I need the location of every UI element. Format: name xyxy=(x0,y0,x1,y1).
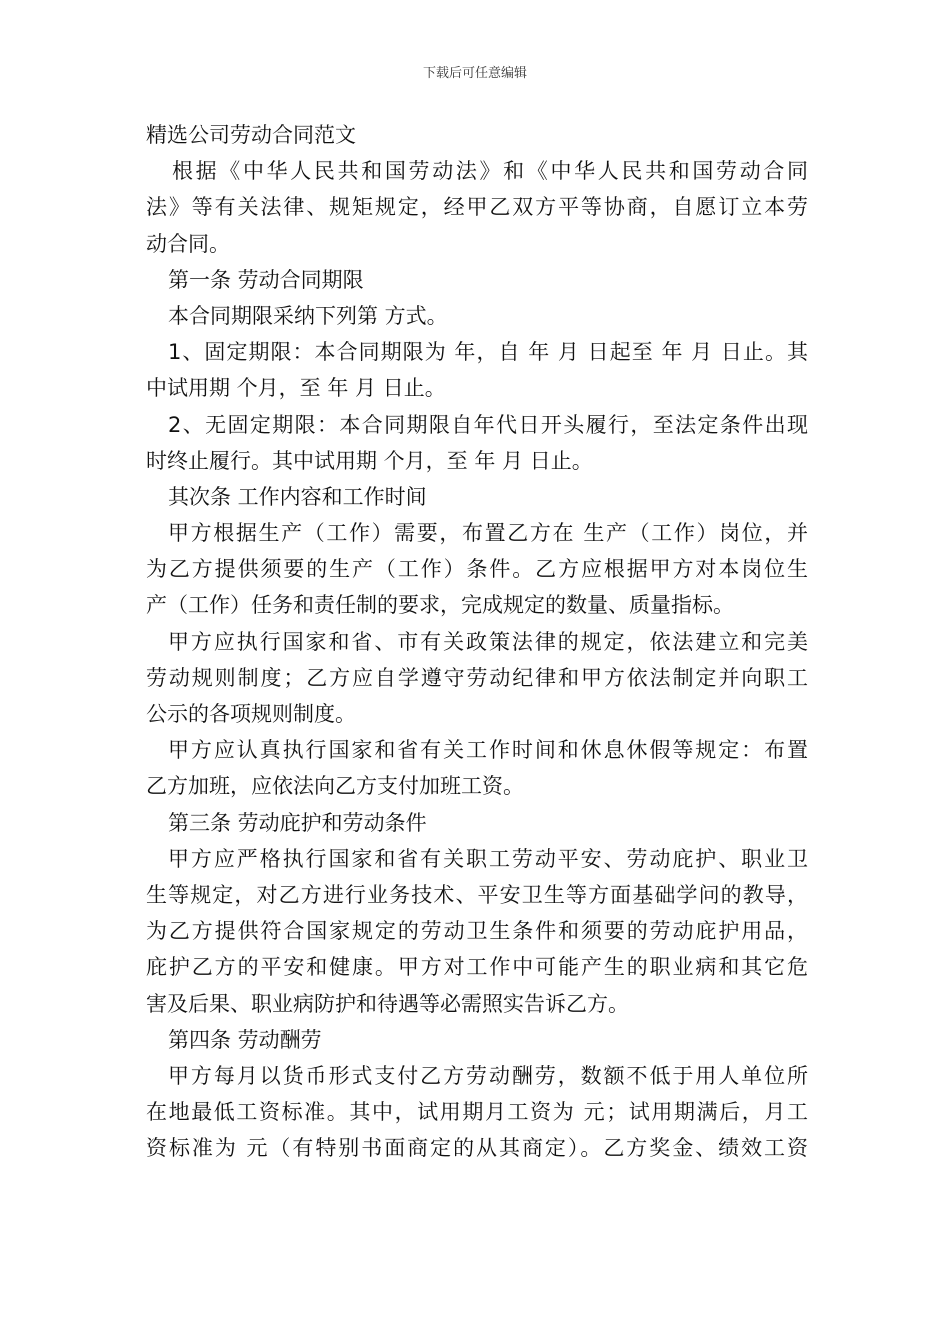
paragraph-line: 甲方应严格执行国家和省有关职工劳动平安、劳动庇护、职业卫 xyxy=(168,846,808,871)
page-header-note: 下载后可任意编辑 xyxy=(422,66,527,81)
paragraph-line: 害及后果、职业病防护和待遇等必需照实告诉乙方。 xyxy=(146,991,629,1016)
paragraph-line: 甲方应认真执行国家和省有关工作时间和休息休假等规定：布置 xyxy=(168,738,808,763)
paragraph-line: 甲方根据生产（工作）需要，布置乙方在 生产（工作）岗位，并 xyxy=(168,521,808,546)
paragraph-line: 1、固定期限：本合同期限为 年，自 年 月 日起至 年 月 日止。其 xyxy=(168,340,808,365)
paragraph-line: 为乙方提供符合国家规定的劳动卫生条件和须要的劳动庇护用品， xyxy=(146,919,808,944)
paragraph-line: 中试用期 个月，至 年 月 日止。 xyxy=(146,376,446,401)
paragraph-line: 根据《中华人民共和国劳动法》和《中华人民共和国劳动合同 xyxy=(172,159,808,184)
paragraph-line: 乙方加班，应依法向乙方支付加班工资。 xyxy=(146,774,524,799)
paragraph-line: 在地最低工资标准。其中，试用期月工资为 元；试用期满后，月工 xyxy=(146,1100,808,1125)
paragraph-line: 甲方应执行国家和省、市有关政策法律的规定，依法建立和完美 xyxy=(168,629,808,654)
paragraph-line: 时终止履行。其中试用期 个月，至 年 月 日止。 xyxy=(146,448,593,473)
section-heading: 其次条 工作内容和工作时间 xyxy=(168,484,427,509)
paragraph-line: 生等规定，对乙方进行业务技术、平安卫生等方面基础学问的教导， xyxy=(146,882,808,907)
document-body xyxy=(146,117,808,1166)
section-heading: 第一条 劳动合同期限 xyxy=(168,267,364,292)
paragraph-line: 2、无固定期限：本合同期限自年代日开头履行，至法定条件出现 xyxy=(168,412,808,437)
paragraph-line: 本合同期限采纳下列第 方式。 xyxy=(168,303,448,328)
paragraph-line: 甲方每月以货币形式支付乙方劳动酬劳，数额不低于用人单位所 xyxy=(168,1063,808,1088)
section-heading: 第四条 劳动酬劳 xyxy=(168,1027,322,1052)
paragraph-line: 劳动规则制度；乙方应自学遵守劳动纪律和甲方依法制定并向职工 xyxy=(146,665,808,690)
paragraph-line: 为乙方提供须要的生产（工作）条件。乙方应根据甲方对本岗位生 xyxy=(146,557,808,582)
document-title: 精选公司劳动合同范文 xyxy=(146,123,356,147)
paragraph-line: 法》等有关法律、规矩规定，经甲乙双方平等协商，自愿订立本劳 xyxy=(146,195,808,220)
paragraph-line: 公示的各项规则制度。 xyxy=(146,702,356,726)
paragraph-line: 产（工作）任务和责任制的要求，完成规定的数量、质量指标。 xyxy=(146,593,734,618)
section-heading: 第三条 劳动庇护和劳动条件 xyxy=(168,810,427,835)
paragraph-line: 动合同。 xyxy=(146,231,230,256)
paragraph-line: 资标准为 元（有特别书面商定的从其商定）。乙方奖金、绩效工资 xyxy=(146,1136,808,1161)
paragraph-line: 庇护乙方的平安和健康。甲方对工作中可能产生的职业病和其它危 xyxy=(146,955,808,980)
